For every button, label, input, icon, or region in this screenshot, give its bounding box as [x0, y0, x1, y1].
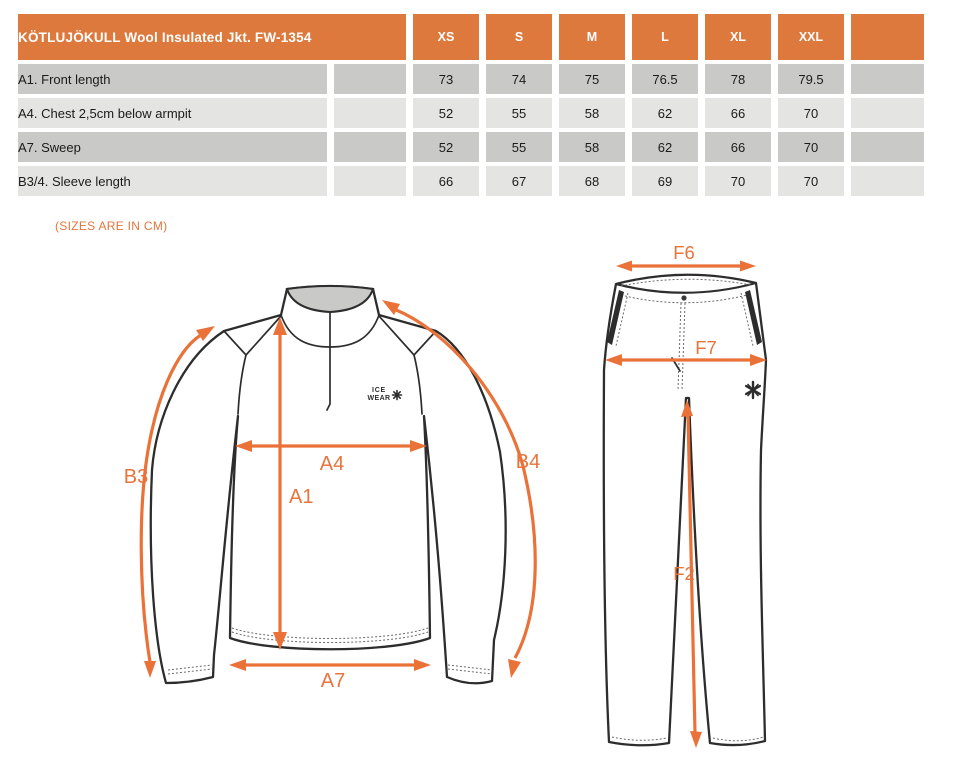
value-cell: 66: [413, 166, 479, 196]
value-cell: 79.5: [778, 64, 844, 94]
pants-outline: [604, 275, 766, 746]
measure-a7-label: A7: [320, 670, 346, 692]
table-title: KÖTLUJÖKULL Wool Insulated Jkt. FW-1354: [18, 14, 406, 60]
jacket-diagram: [124, 286, 540, 692]
measure-f6-label: F6: [673, 242, 695, 263]
value-cell: 73: [413, 64, 479, 94]
spec-label: A4. Chest 2,5cm below armpit: [18, 98, 327, 128]
value-cell: 52: [413, 132, 479, 162]
value-cell: 70: [778, 166, 844, 196]
size-header-l: L: [632, 14, 698, 60]
logo-text-wear: WEAR: [367, 395, 391, 402]
value-cell: 66: [705, 132, 771, 162]
value-cell: 69: [632, 166, 698, 196]
value-cell: 62: [632, 98, 698, 128]
pants-diagram: [604, 242, 767, 748]
size-header-xl: XL: [705, 14, 771, 60]
value-cell: 62: [632, 132, 698, 162]
value-cell: 58: [559, 132, 625, 162]
measure-a1-label: A1: [289, 486, 314, 508]
waist-button: [681, 295, 686, 300]
measure-f2-label: F2: [673, 563, 695, 584]
value-cell: 55: [486, 132, 552, 162]
value-cell: 75: [559, 64, 625, 94]
size-header-xxl: XXL: [778, 14, 844, 60]
value-cell: 70: [778, 132, 844, 162]
snowflake-icon: [393, 391, 402, 400]
size-header-xs: XS: [413, 14, 479, 60]
value-cell: 68: [559, 166, 625, 196]
size-header-m: M: [559, 14, 625, 60]
value-cell: 58: [559, 98, 625, 128]
value-cell: 66: [705, 98, 771, 128]
spec-label: A1. Front length: [18, 64, 327, 94]
value-cell: 76.5: [632, 64, 698, 94]
logo-text-ice: ICE: [371, 387, 387, 394]
value-cell: 52: [413, 98, 479, 128]
value-cell: 70: [705, 166, 771, 196]
measure-b3-label: B3: [123, 466, 149, 488]
value-cell: 70: [778, 98, 844, 128]
spec-label: B3/4. Sleeve length: [18, 166, 327, 196]
value-cell: 67: [486, 166, 552, 196]
sizes-unit-note: (SIZES ARE IN CM): [55, 219, 168, 233]
measure-f7-label: F7: [695, 337, 717, 358]
measure-a4-label: A4: [319, 453, 345, 475]
value-cell: 74: [486, 64, 552, 94]
value-cell: 78: [705, 64, 771, 94]
jacket-outline: [151, 286, 506, 683]
measure-b4-label: B4: [515, 451, 541, 473]
value-cell: 55: [486, 98, 552, 128]
size-header-s: S: [486, 14, 552, 60]
spec-label: A7. Sweep: [18, 132, 327, 162]
